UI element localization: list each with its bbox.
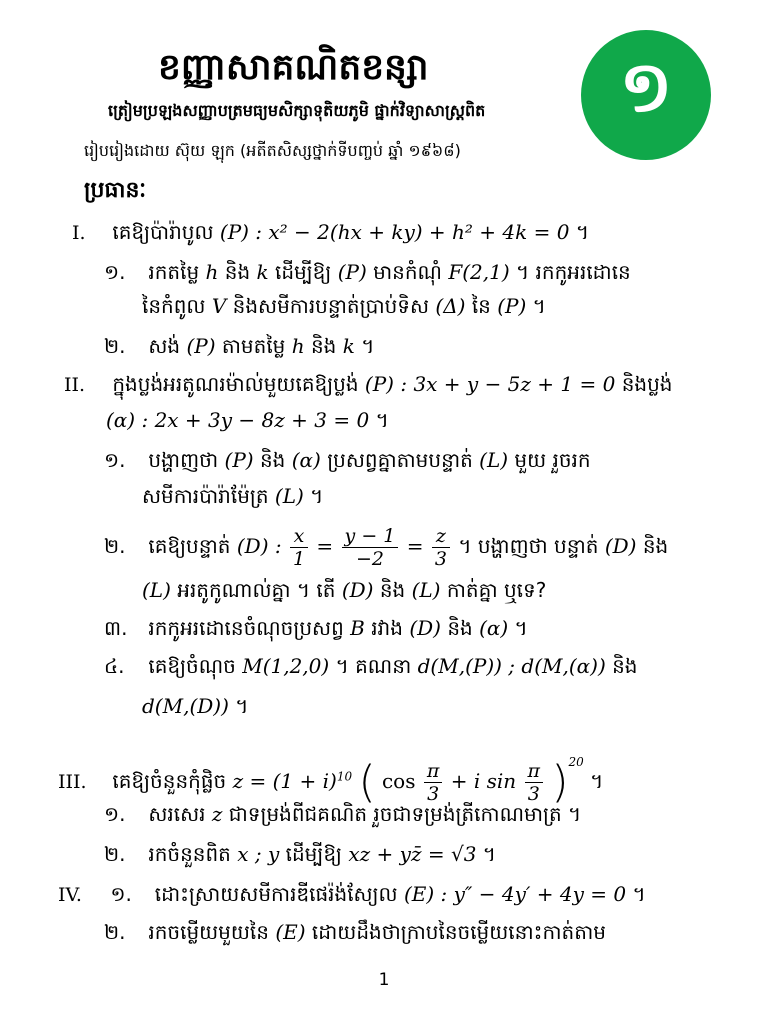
problem-2-question-3: ៣. រកកូអរដោនេចំណុចប្រសព្វ B រវាង (D) និង (α) ។	[104, 616, 528, 640]
problem-2-statement-cont: (α) : 2x + 3y − 8z + 3 = 0 ។	[106, 408, 389, 432]
problem-2-question-1-cont: សមីការប៉ារ៉ាម៉ែត្រ (L) ។	[142, 484, 324, 508]
problem-2-statement: II. ក្នុងប្លង់អរតូណរម៉ាល់មួយគេឱ្យប្លង់ (P) : 3x + y − 5z + 1 = 0 និងប្លង់	[64, 372, 673, 396]
problem-2-question-4-cont: d(M,(D)) ។	[142, 694, 249, 718]
problem-2-question-1: ១. បង្ហាញថា (P) និង (α) ប្រសព្វគ្នាតាមបន្ទាត់ (L) មួយ រួចរក	[104, 448, 591, 472]
lesson-number-badge: ១	[581, 30, 711, 160]
problem-1-question-1: ១. រកតម្លៃ h និង k ដើម្បីឱ្យ (P) មានកំណុំ F(2,1) ។ រកកូអរដោនេ	[104, 260, 631, 284]
problem-3-statement: III. គេឱ្យចំនួនកុំផ្លិច $z = (1 + i)^{10}$ ( cos $\frac{\pi}{3}$ + i sin $\frac{\pi}{3}$ )$^{20}$ ។	[58, 755, 604, 808]
page-title: ខញ្ញាសាគណិតខន្សា	[158, 47, 429, 88]
subtitle-exam: ត្រៀមប្រឡងសញ្ញាបត្រមធ្យមសិក្សាទុតិយភូមិ ផ្នាក់វិទ្យាសាស្ត្រពិត	[108, 101, 486, 120]
section-heading: ប្រធានៈ	[84, 178, 147, 203]
problem-4-question-1: IV. ១. ដោះស្រាយសមីការឌីផេរ៉ង់ស្យែល (E) : y″ − 4y′ + 4y = 0 ។	[58, 882, 646, 906]
problem-1-question-1-cont: នៃកំពូល V និងសមីការបន្ទាត់ប្រាប់ទិស (Δ) នៃ (P) ។	[142, 294, 546, 318]
subtitle-author: រៀបរៀងដោយ ស៊ុយ ឡុក (អតីតសិស្សថ្នាក់ទីបញ្ចប់ ឆ្នាំ ១៩៦៨)	[84, 141, 461, 160]
problem-4-question-2: ២. រកចម្លើយមួយនៃ (E) ដោយដឹងថាក្រាបនៃចម្លើយនោះកាត់តាម	[104, 920, 606, 944]
page-number: 1	[378, 970, 390, 990]
problem-2-question-4: ៤. គេឱ្យចំណុច M(1,2,0) ។ គណនា d(M,(P)) ; d(M,(α)) និង	[104, 654, 638, 678]
fraction-y-over-minus2: $\frac{y - 1}{-2}$	[342, 525, 399, 570]
problem-3-question-1: ១. សរសេរ z ជាទម្រង់ពីជគណិត រួចជាទម្រង់ត្រីកោណមាត្រ ។	[104, 802, 582, 826]
problem-2-question-2: ២. គេឱ្យបន្ទាត់ (D) : $\frac{x}{1}$ = $\frac{y - 1}{-2}$ = $\frac{z}{3}$ ។ បង្ហាញថា បន្ទាត់ (D) និង	[104, 525, 669, 570]
fraction-z-over-3: $\frac{z}{3}$	[432, 525, 450, 570]
problem-1-statement: I. គេឱ្យប៉ារ៉ាបូល (P) : x² − 2(hx + ky) + h² + 4k = 0 ។	[72, 220, 589, 244]
problem-3-question-2: ២. រកចំនួនពិត x ; y ដើម្បីឱ្យ xz + yz̄ = √3 ។	[104, 842, 496, 866]
fraction-pi-over-3-b: $\frac{\pi}{3}$	[525, 760, 544, 805]
left-paren: (	[358, 756, 376, 808]
fraction-pi-over-3-a: $\frac{\pi}{3}$	[424, 760, 443, 805]
fraction-x-over-1: $\frac{x}{1}$	[290, 525, 308, 570]
problem-2-question-2-cont: (L) អរតូកូណាល់គ្នា ។ តើ (D) និង (L) កាត់គ្នា ឬទេ?	[142, 578, 547, 602]
problem-1-question-2: ២. សង់ (P) តាមតម្លៃ h និង k ។	[104, 334, 375, 358]
right-paren: )	[551, 756, 569, 808]
